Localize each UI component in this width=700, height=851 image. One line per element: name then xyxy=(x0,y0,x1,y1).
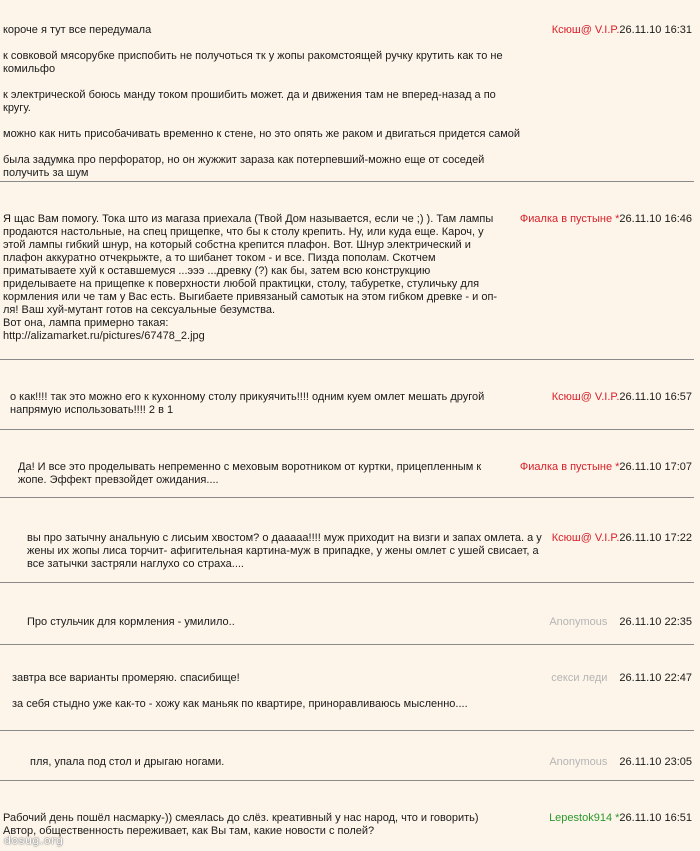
post-meta xyxy=(549,812,692,825)
post-date: 26.11.10 16:57 xyxy=(619,391,692,403)
post-text: Рабочий день пошёл насмарку-)) смеялась до слёз. креативный у нас народ, что и говорить) Автор, общественность переживает, как Вы там, какие новости с полей? xyxy=(3,812,479,837)
post-text: к электрической боюсь манду током прошибить может. да и движения там не вперед-назад а по кругу. xyxy=(3,89,496,114)
post-text: завтра все варианты промеряю. спасибище! xyxy=(12,672,240,684)
author-name[interactable]: Фиалка в пустыне * xyxy=(519,461,620,473)
author-name[interactable]: секси леди xyxy=(551,672,608,684)
post-divider xyxy=(0,181,694,182)
post-date: 26.11.10 17:22 xyxy=(619,532,692,544)
site-watermark: dosug.org xyxy=(4,834,64,847)
author-name[interactable]: Ксюш@ V.I.P. xyxy=(551,532,620,544)
post-body xyxy=(18,461,508,487)
post-text: к совковой мясорубке приспобить не получоться тк у жопы ракомстоящей ручку крутить как то не комильфо xyxy=(3,50,503,75)
post-body xyxy=(3,213,503,343)
post-text: короче я тут все передумала xyxy=(3,24,152,36)
author-name[interactable]: Lepestok914 * xyxy=(549,812,620,824)
post-body xyxy=(3,24,523,180)
post-meta xyxy=(552,532,692,545)
post-body xyxy=(27,616,527,629)
post-meta xyxy=(552,391,692,404)
post-text: Я щас Вам помогу. Тока што из магаза приехала (Твой Дом называется, если че ;) ). Там лампы продаются настольные, на спец прищепке, что бы к столу крепить. Ну, или куда еще. Кароч, у этой лампы гибкий шнур, на который собстна крепится плафон. Вот. Шнур электрический и плафон аккуратно отчекрыжте, а то шибанет током - и все. Пизда пополам. Скотчем приматываете хуй к оставшемуся ...эээ ...древку (?) как бы, затем всю конструкцию приделываете на прищепке к поверхности любой практицки, столу, табуретке, стуличьку для кормления или че там у Вас есть. Выгибаете привязаный самотык на этом гибком древке - и оп-ля! Ваш хуй-мутант готов на сексуальные безумства. Вот она, лампа примерно такая: http://alizamarket.ru/pictures/67478_2.jpg xyxy=(3,213,498,342)
post-meta xyxy=(551,672,692,685)
post-divider xyxy=(0,429,694,430)
post-meta xyxy=(520,213,692,226)
post-text: пля, упала под стол и дрыгаю ногами. xyxy=(30,756,225,768)
post-text: можно как нить присобачивать временно к стене, но это опять же раком и двигаться придется самой xyxy=(3,128,521,140)
post-divider xyxy=(0,497,694,498)
post-meta xyxy=(549,616,692,629)
post-meta xyxy=(549,756,692,769)
post-body xyxy=(12,672,522,711)
post-text: за себя стыдно уже как-то - хожу как маньяк по квартире, приноравливаюсь мысленно.... xyxy=(12,698,468,710)
post-body xyxy=(3,812,523,838)
post-date: 26.11.10 22:35 xyxy=(619,616,692,628)
post-divider xyxy=(0,644,694,645)
author-name[interactable]: Ксюш@ V.I.P. xyxy=(551,391,620,403)
post-date: 26.11.10 23:05 xyxy=(619,756,692,768)
post-meta xyxy=(552,24,692,37)
post-body xyxy=(30,756,510,769)
post-text: Да! И все это проделывать непременно с меховым воротником от куртки, прицепленным к жопе. Эффект превзойдет ожидания.... xyxy=(18,461,482,486)
author-name[interactable]: Anonymous xyxy=(549,756,608,768)
post-body xyxy=(10,391,510,417)
post-divider xyxy=(0,780,694,781)
post-divider xyxy=(0,730,694,731)
post-date: 26.11.10 16:31 xyxy=(619,24,692,36)
post-text: вы про затычну анальную с лисьим хвостом? о дааааа!!!! муж приходит на визги и запах омлета. а у жены их жопы лиса торчит- афигительная картина-муж в припадке, у жены омлет с ушей свисает, а все затычки застряли наглухо со страха.... xyxy=(27,532,542,570)
post-text: Про стульчик для кормления - умилило.. xyxy=(27,616,235,628)
author-name[interactable]: Ксюш@ V.I.P. xyxy=(551,24,620,36)
author-name[interactable]: Anonymous xyxy=(549,616,608,628)
post-date: 26.11.10 17:07 xyxy=(619,461,692,473)
post-date: 26.11.10 16:46 xyxy=(619,213,692,225)
author-name[interactable]: Фиалка в пустыне * xyxy=(519,213,620,225)
post-text: была задумка про перфоратор, но он жужжит зараза как потерпевший-можно еще от соседей получить за шум xyxy=(3,154,485,179)
post-date: 26.11.10 16:51 xyxy=(619,812,692,824)
post-body xyxy=(27,532,542,571)
post-divider xyxy=(0,359,694,360)
post-date: 26.11.10 22:47 xyxy=(619,672,692,684)
post-meta xyxy=(520,461,692,474)
post-divider xyxy=(0,582,694,583)
post-text: о как!!!! так это можно его к кухонному столу прикуячить!!!! одним куем омлет мешать другой напрямую использовать!!!! 2 в 1 xyxy=(10,391,485,416)
